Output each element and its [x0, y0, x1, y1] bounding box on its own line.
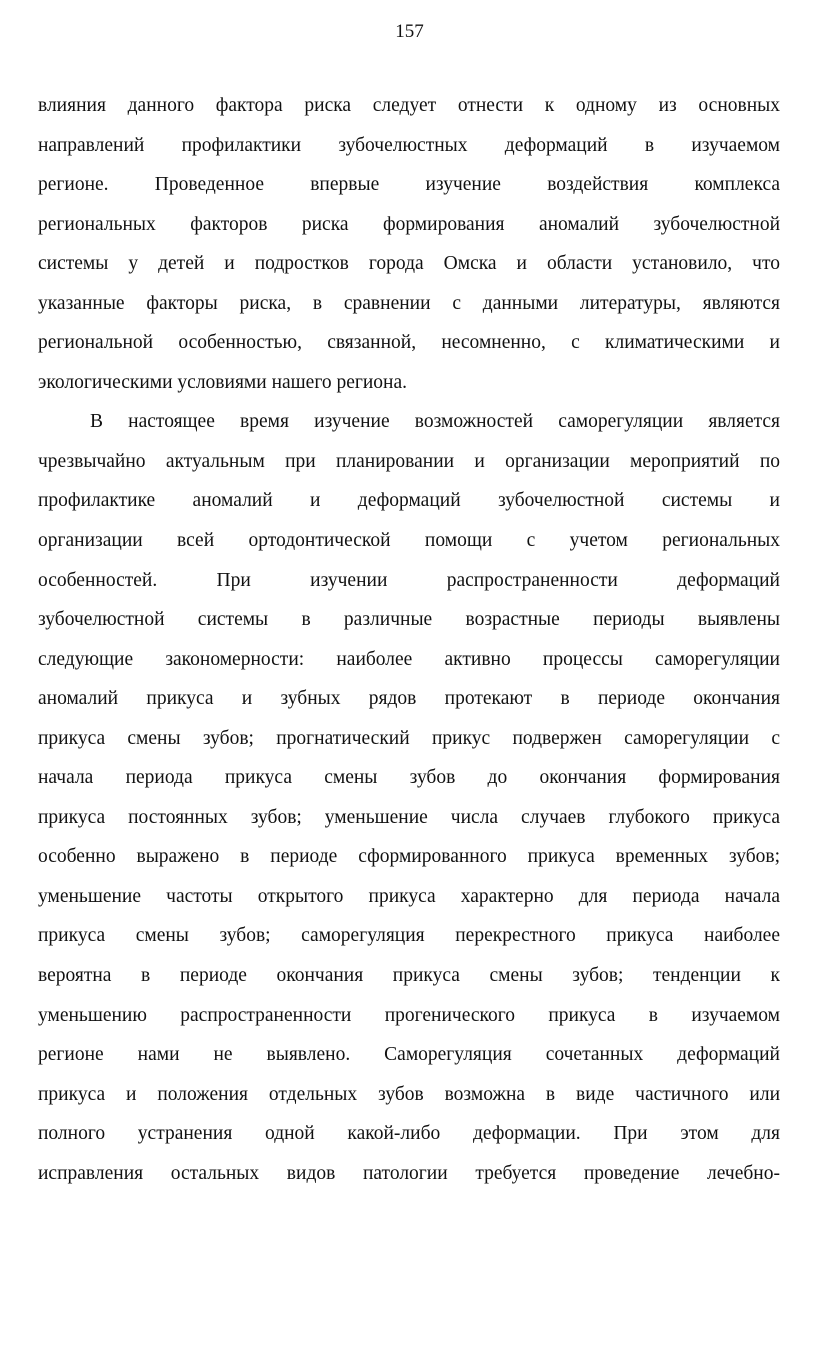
text-line: начала периода прикуса смены зубов до окончания формирования: [38, 767, 780, 789]
text-line: исправления остальных видов патологии требуется проведение лечебно-: [38, 1162, 780, 1184]
text-line: экологическими условиями нашего региона.: [38, 371, 408, 393]
text-line: региональных факторов риска формирования аномалий зубочелюстной: [38, 213, 780, 235]
text-line: указанные факторы риска, в сравнении с данными литературы, являются: [38, 292, 780, 314]
text-line: аномалий прикуса и зубных рядов протекают в периоде окончания: [38, 688, 780, 710]
body-text: [38, 86, 780, 1193]
text-line: вероятна в периоде окончания прикуса смены зубов; тенденции к: [38, 965, 780, 987]
text-line: следующие закономерности: наиболее активно процессы саморегуляции: [38, 648, 780, 670]
text-line: системы у детей и подростков города Омска и области установило, что: [38, 253, 780, 275]
text-line: регионе нами не выявлено. Саморегуляция сочетанных деформаций: [38, 1044, 780, 1066]
paragraph-1: [38, 86, 780, 402]
text-line: особенностей. При изучении распространенности деформаций: [38, 569, 780, 591]
text-line: чрезвычайно актуальным при планировании и организации мероприятий по: [38, 450, 780, 472]
text-line: региональной особенностью, связанной, несомненно, с климатическими и: [38, 332, 780, 354]
text-line: особенно выражено в периоде сформированного прикуса временных зубов;: [38, 846, 780, 868]
text-line: направлений профилактики зубочелюстных деформаций в изучаемом: [38, 134, 780, 156]
paragraph-2: [38, 402, 780, 1193]
text-line: прикуса и положения отдельных зубов возможна в виде частичного или: [38, 1083, 780, 1105]
text-line: профилактике аномалий и деформаций зубочелюстной системы и: [38, 490, 780, 512]
text-line: уменьшению распространенности прогенического прикуса в изучаемом: [38, 1004, 780, 1026]
text-line: полного устранения одной какой-либо деформации. При этом для: [38, 1123, 780, 1145]
text-line: организации всей ортодонтической помощи с учетом региональных: [38, 530, 780, 552]
text-line: зубочелюстной системы в различные возрастные периоды выявлены: [38, 609, 780, 631]
text-line: регионе. Проведенное впервые изучение воздействия комплекса: [38, 174, 780, 196]
text-line: прикуса смены зубов; саморегуляция перекрестного прикуса наиболее: [38, 925, 780, 947]
page-number: 157: [395, 21, 424, 42]
text-line: уменьшение частоты открытого прикуса характерно для периода начала: [38, 885, 780, 907]
text-line: влияния данного фактора риска следует отнести к одному из основных: [38, 95, 780, 116]
text-line: прикуса смены зубов; прогнатический прикус подвержен саморегуляции с: [38, 727, 780, 749]
text-line: прикуса постоянных зубов; уменьшение числа случаев глубокого прикуса: [38, 806, 780, 828]
text-line: В настоящее время изучение возможностей саморегуляции является: [90, 411, 780, 433]
